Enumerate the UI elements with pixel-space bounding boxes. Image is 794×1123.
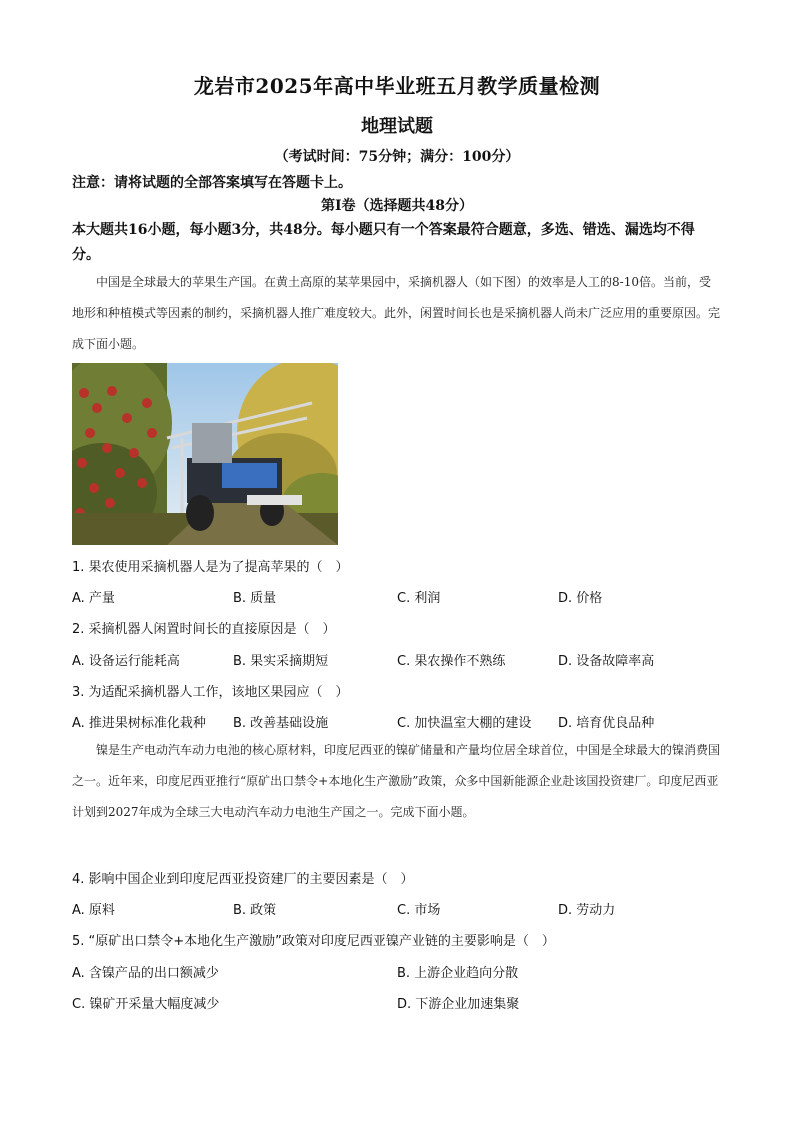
passage-2: 镍是生产电动汽车动力电池的核心原材料，印度尼西亚的镍矿储量和产量均位居全球首位，中国是全球最大的镍消费国之一。近年来，印度尼西亚推行“原矿出口禁令+本地化生产激励”政策，众多中国新能源企业赴该国投资建厂。印度尼西亚计划到2027年成为全球三大电动汽车动力电池生产国之一。完成下面小题。 — [72, 743, 721, 819]
q1-option-c: C. 利润 — [397, 591, 441, 606]
q2-option-c: C. 果农操作不熟练 — [397, 654, 506, 669]
q5-option-b: B. 上游企业趋向分散 — [397, 966, 519, 981]
q2-option-b: B. 果实采摘期短 — [233, 654, 329, 669]
section-instructions: 本大题共16小题，每小题3分，共48分。每小题只有一个答案最符合题意，多选、错选、漏选均不得分。 — [72, 222, 695, 263]
exam-title: 龙岩市2025年高中毕业班五月教学质量检测 — [193, 74, 601, 98]
picking-robot-photo — [72, 363, 338, 545]
section-title: 第Ⅰ卷（选择题共48分） — [320, 198, 474, 214]
question-4: 4. 影响中国企业到印度尼西亚投资建厂的主要因素是（ ） — [72, 872, 414, 887]
orchard-robot-image — [72, 363, 338, 545]
q3-option-c: C. 加快温室大棚的建设 — [397, 716, 532, 731]
q3-option-a: A. 推进果树标准化栽种 — [72, 716, 206, 731]
q1-option-d: D. 价格 — [558, 591, 603, 606]
time-info: （考试时间：75分钟；满分：100分） — [274, 149, 520, 165]
q5-option-a: A. 含镍产品的出口额减少 — [72, 966, 219, 981]
q4-option-c: C. 市场 — [397, 903, 441, 918]
q3-option-d: D. 培育优良品种 — [558, 716, 655, 731]
question-5: 5. “原矿出口禁令+本地化生产激励”政策对印度尼西亚镍产业链的主要影响是（ ） — [72, 934, 555, 949]
q2-option-a: A. 设备运行能耗高 — [72, 654, 180, 669]
q4-option-a: A. 原料 — [72, 903, 115, 918]
q1-option-a: A. 产量 — [72, 591, 115, 606]
q4-option-b: B. 政策 — [233, 903, 277, 918]
question-2: 2. 采摘机器人闲置时间长的直接原因是（ ） — [72, 622, 336, 637]
question-1: 1. 果农使用采摘机器人是为了提高苹果的（ ） — [72, 560, 349, 575]
q4-option-d: D. 劳动力 — [558, 903, 616, 918]
notice: 注意：请将试题的全部答案填写在答题卡上。 — [72, 175, 352, 191]
q5-option-d: D. 下游企业加速集聚 — [397, 997, 520, 1012]
q3-option-b: B. 改善基础设施 — [233, 716, 329, 731]
q2-option-d: D. 设备故障率高 — [558, 654, 655, 669]
subject-title: 地理试题 — [361, 116, 433, 137]
passage-1: 中国是全球最大的苹果生产国。在黄土高原的某苹果园中，采摘机器人（如下图）的效率是人工的8-10倍。当前，受地形和种植模式等因素的制约，采摘机器人推广难度较大。此外，闲置时间长也是采摘机器人尚未广泛应用的重要原因。完成下面小题。 — [72, 275, 721, 351]
question-3: 3. 为适配采摘机器人工作，该地区果园应（ ） — [72, 685, 349, 700]
q1-option-b: B. 质量 — [233, 591, 277, 606]
q5-option-c: C. 镍矿开采量大幅度减少 — [72, 997, 220, 1012]
